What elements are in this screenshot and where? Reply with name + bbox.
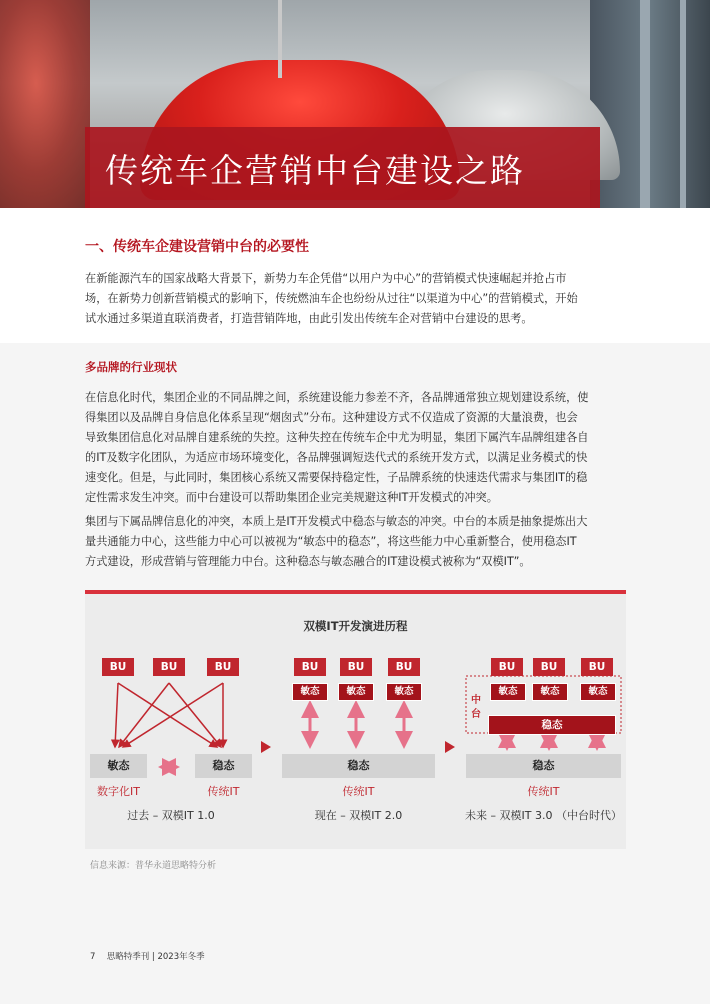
publication-name: 思略特季刊 | 2023年冬季 <box>106 952 205 962</box>
section1-paragraph: 在新能源汽车的国家战略大背景下，新势力车企凭借“以用户为中心”的营销模式快速崛起并抢占市 场，在新势力创新营销模式的影响下，传统燃油车企也纷纷从过往“以渠道为中心”的营销模式，开始 试水通过多渠道直联消费者，打造营销阵地，由此引发出传统车企对营销中台建设的思考。 <box>85 272 578 325</box>
panel2-agile-2: 敏态 <box>338 683 374 701</box>
panel1-left-label: 数字化IT <box>97 785 140 798</box>
panel2-agile-3: 敏态 <box>386 683 422 701</box>
panel2-stable-box: 稳态 <box>282 754 435 778</box>
panel2-arrows <box>310 703 404 746</box>
section2-paragraph2: 集团与下属品牌信息化的冲突，本质上是IT开发模式中稳态与敏态的冲突。中台的本质是抽象提炼出大 量共通能力中心，这些能力中心可以被视为“敏态中的稳态”，将这些能力中心重新整合，使用稳态IT 方式建设，形成营销与管理能力中台。这种稳态与敏态融合的IT建设模式被称为“双模IT”。 <box>85 515 588 568</box>
panel2-agile-1: 敏态 <box>292 683 328 701</box>
footer <box>90 950 205 962</box>
panel3-label: 传统IT <box>527 785 560 798</box>
panel2-bu-3: BU <box>388 658 420 676</box>
panel2-caption: 现在 – 双模IT 2.0 <box>314 809 403 822</box>
next-arrow-2 <box>445 741 455 753</box>
title-band <box>85 127 600 208</box>
panel1-bu-1: BU <box>102 658 134 676</box>
zhongtai-label: 中 台 <box>471 695 481 720</box>
section2-paragraph1: 在信息化时代，集团企业的不同品牌之间，系统建设能力参差不齐，各品牌通常独立规划建设系统，使 得集团以及品牌自身信息化体系呈现“烟囱式”分布。这种建设方式不仅造成了资源的大量浪费，也会 导致集团信息化对品牌自建系统的失控。这种失控在传统车企中尤为明显，集团下属汽车品牌组建各自 的IT及数字化团队，为适应市场环境变化，各品牌强调短迭代式的系统开发方式，以满足业务模式的快 速变化。但是，与此同时，集团核心系统又需要保持稳定性，子品牌系统的快速迭代需求与集团IT的稳 定性需求发生冲突。而中台建设可以帮助集团企业完美规避这种IT开发模式的冲突。 <box>85 391 589 504</box>
panel1-bu-2: BU <box>153 658 185 676</box>
panel2-bu-1: BU <box>294 658 326 676</box>
panel3-agile-3: 敏态 <box>580 683 616 701</box>
panel3-bu-1: BU <box>491 658 523 676</box>
panel3-stable-box: 稳态 <box>466 754 621 778</box>
panel3-agile-1: 敏态 <box>490 683 526 701</box>
page-title: 传统车企营销中台建设之路 <box>105 151 525 190</box>
panel2-bu-2: BU <box>340 658 372 676</box>
panel1-right-label: 传统IT <box>207 785 240 798</box>
page-number: 7 <box>90 952 96 962</box>
next-arrow-1 <box>261 741 271 753</box>
panel1-stable-box: 稳态 <box>195 754 252 778</box>
panel3-caption: 未来 – 双模IT 3.0 （中台时代） <box>465 809 622 822</box>
section1-heading: 一、传统车企建设营销中台的必要性 <box>85 239 309 255</box>
panel3-arrows <box>507 733 597 748</box>
panel1-caption: 过去 – 双模IT 1.0 <box>127 809 215 822</box>
section2-heading: 多品牌的行业现状 <box>85 360 177 374</box>
panel1-bu-3: BU <box>207 658 239 676</box>
panel3-bu-3: BU <box>581 658 613 676</box>
panel3-bu-2: BU <box>533 658 565 676</box>
panel2-label: 传统IT <box>342 785 375 798</box>
panel1-links <box>115 683 223 747</box>
dual-mode-it-figure <box>85 590 626 849</box>
panel3-agile-2: 敏态 <box>532 683 568 701</box>
zhongtai-stable-bar: 稳态 <box>488 715 616 735</box>
figure-source: 信息来源：普华永道思略特分析 <box>90 861 217 871</box>
panel1-agile-box: 敏态 <box>90 754 147 778</box>
figure-title: 双模IT开发演进历程 <box>303 619 408 633</box>
